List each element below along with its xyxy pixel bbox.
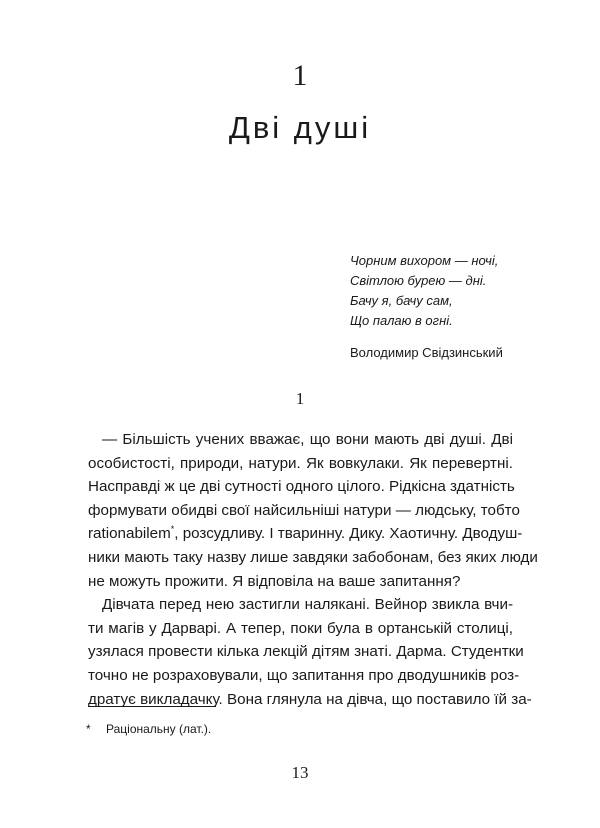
text-line <box>88 522 523 546</box>
epigraph-line: Чорним вихором — ночі, <box>350 253 499 268</box>
text-line: особистості, природи, натури. Як вовкулаки. Як перевертні. <box>88 454 513 472</box>
footnoted-word: rationabilem <box>88 525 171 543</box>
text-line: не можуть прожити. Я відповіла на ваше запитання? <box>88 572 461 590</box>
text-line: ники мають таку назву лише завдяки забобонам, без яких люди <box>88 548 538 566</box>
body-text <box>88 428 538 711</box>
page-number: 13 <box>291 763 309 782</box>
footnote <box>86 720 506 738</box>
footnote-text: Раціональну (лат.). <box>106 722 212 736</box>
text-line: Насправді ж це дві сутності одного цілого. Рідкісна здатність <box>88 478 515 496</box>
epigraph-line: Бачу я, бачу сам, <box>350 293 453 308</box>
epigraph-line: Що палаю в огні. <box>350 313 453 328</box>
text-line: ти магів у Дарварі. А тепер, поки була в ортанській столиці, <box>88 619 513 637</box>
chapter-title: Дві душі <box>228 110 372 145</box>
footnote-marker: * <box>86 722 91 736</box>
epigraph <box>350 251 570 363</box>
text-line: дратує викладачку. Вона глянула на дівча, що поставило їй за- <box>88 690 532 708</box>
epigraph-author: Володимир Свідзинський <box>350 345 503 360</box>
chapter-number: 1 <box>292 59 308 92</box>
text-line-rest: , розсудливу. І тваринну. Дику. Хаотичну. Дводуш- <box>174 525 523 543</box>
section-number: 1 <box>295 389 305 408</box>
text-line: узялася провести кілька лекцій дітям знаті. Дарма. Студентки <box>88 643 524 661</box>
text-line: точно не розраховували, що запитання про дводушників роз- <box>88 666 520 684</box>
text-line: — Більшість учених вважає, що вони мають дві душі. Дві <box>102 431 513 448</box>
footnote-divider <box>88 706 216 707</box>
epigraph-line: Світлою бурею — дні. <box>350 273 487 288</box>
text-line: формувати обидві свої найсильніші натури — людську, тобто <box>88 501 520 519</box>
footnote-reference[interactable]: * <box>170 524 175 535</box>
text-line: Дівчата перед нею застигли налякані. Вейнор звикла вчи- <box>102 596 513 614</box>
